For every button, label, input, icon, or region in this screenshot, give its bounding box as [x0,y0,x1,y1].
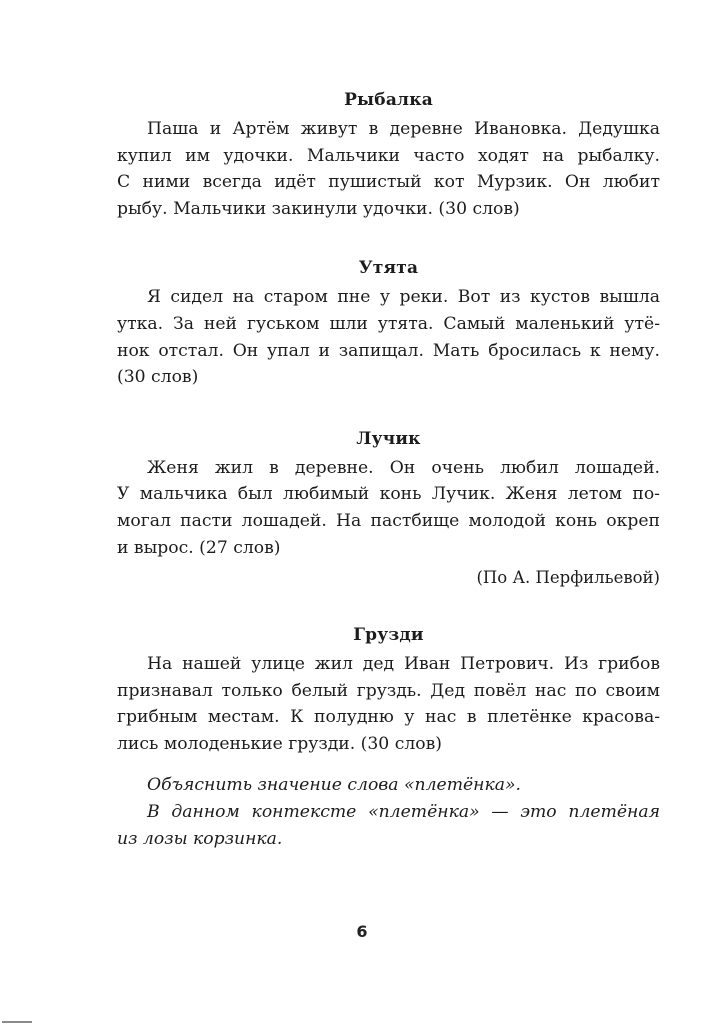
text-line: Женя жил в деревне. Он очень любил лошадей. [147,457,660,478]
text-line: и вырос. (27 слов) [117,537,281,558]
section-title: Рыбалка [344,90,433,110]
text-line: рыбу. Мальчики закинули удочки. (30 слов) [117,198,520,219]
section-body [117,116,660,222]
text-line: нок отстал. Он упал и запищал. Мать бросилась к нему. [117,340,660,361]
task-answer-line: из лозы корзинка. [117,828,283,849]
text-line: У мальчика был любимый конь Лучик. Женя летом по- [117,484,660,505]
section-body [117,455,660,561]
text-rybalka [117,86,660,222]
text-line: признавал только белый груздь. Дед повёл нас по своим [117,680,660,701]
page-number: 6 [356,922,368,941]
text-line: На нашей улице жил дед Иван Петрович. Из грибов [147,654,660,675]
document-page [117,86,660,853]
section-body [117,284,660,390]
text-line: купил им удочки. Мальчики часто ходят на рыбалку. [117,145,660,166]
section-title: Лучик [356,428,421,449]
text-line: Паша и Артём живут в деревне Ивановка. Дедушка [147,119,660,139]
scan-edge-mark [2,1021,32,1023]
text-line: С ними всегда идёт пушистый кот Мурзик. Он любит [117,172,660,193]
section-title: Грузди [353,625,424,646]
text-line: грибным местам. К полудню у нас в плетёнке красова- [117,707,660,728]
text-line: лись молоденькие грузди. (30 слов) [117,733,442,754]
vocabulary-task [117,772,660,853]
attribution: (По А. Перфильевой) [476,568,660,588]
section-body [117,651,660,757]
text-line: Я сидел на старом пне у реки. Вот из кустов вышла [147,287,660,308]
text-luchik [117,425,660,591]
text-line: могал пасти лошадей. На пастбище молодой конь окреп [117,510,660,531]
text-line: (30 слов) [117,367,199,388]
task-answer-line: В данном контексте «плетёнка» — это плетёная [147,801,660,822]
task-question: Объяснить значение слова «плетёнка». [147,774,521,795]
text-utyata [117,254,660,390]
text-line: утка. За ней гуськом шли утята. Самый маленький утё- [117,313,660,334]
section-title: Утята [358,258,419,279]
text-gruzdi [117,621,660,757]
